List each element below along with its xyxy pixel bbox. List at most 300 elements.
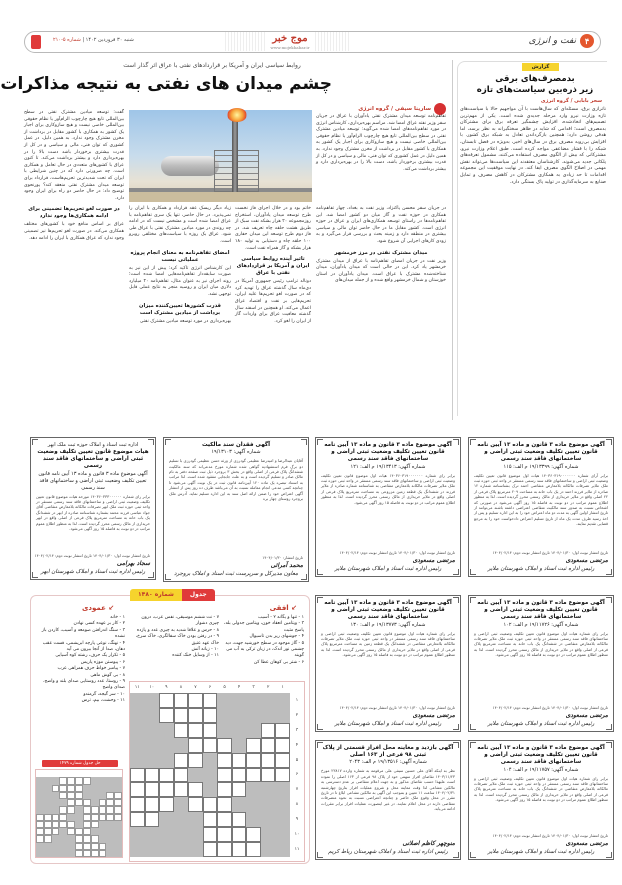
crossword-block — [159, 753, 174, 768]
crossword-cell[interactable] — [159, 768, 174, 783]
crossword-cell[interactable] — [261, 723, 276, 738]
legal-notice — [315, 437, 461, 577]
date-text: شنبه ۳۰ فروردین ۱۴۰۲ — [85, 37, 134, 43]
newspaper-stack-icon — [31, 35, 41, 49]
solution-cell — [52, 821, 60, 828]
solution-cell — [99, 814, 107, 821]
crossword-block — [130, 708, 145, 723]
crossword-block — [174, 842, 189, 857]
crossword-block — [275, 827, 290, 842]
crossword-block — [159, 812, 174, 827]
solution-block — [52, 777, 60, 784]
crossword-block — [159, 723, 174, 738]
solution-cell — [75, 777, 83, 784]
down-heading-text: عمودی — [82, 604, 106, 612]
crossword-cell[interactable] — [217, 753, 232, 768]
solution-block — [106, 821, 114, 828]
solution-cell — [52, 814, 60, 821]
crossword-block — [145, 842, 160, 857]
crossword-block — [188, 812, 203, 827]
crossword-cell[interactable] — [203, 812, 218, 827]
subhead-mou: امضای تفاهم‌نامه به معنای انجام پروژه عملیاتی نیست — [130, 249, 230, 263]
crossword-cell[interactable] — [159, 797, 174, 812]
across-heading-text: افقی — [269, 604, 289, 612]
column-divider — [452, 60, 453, 420]
crossword-block — [275, 693, 290, 708]
notice-dates: تاریخ انتشار نوبت اول: ۱۴۰۴/۰۱/۳۰ تاریخ انتشار نوبت دوم: ۱۴۰۴/۰۲/۱۴ — [339, 704, 455, 710]
section-title: نفت و انرژی — [528, 36, 576, 46]
solution-block — [59, 835, 67, 842]
crossword-cell[interactable] — [188, 693, 203, 708]
solution-cell — [36, 835, 44, 842]
crossword-cell[interactable] — [145, 812, 160, 827]
crossword-cell[interactable] — [217, 797, 232, 812]
crossword-cell[interactable] — [275, 768, 290, 783]
solution-cell — [75, 785, 83, 792]
crossword-cell[interactable] — [145, 782, 160, 797]
crossword-cell[interactable] — [188, 782, 203, 797]
solution-block — [44, 799, 52, 806]
crossword-block — [275, 842, 290, 857]
solution-block — [75, 821, 83, 828]
crossword-cell[interactable] — [203, 842, 218, 857]
crossword-cell[interactable] — [159, 782, 174, 797]
solution-block — [36, 843, 44, 850]
notice-body: برابر رای شماره هیات اول موضوع قانون تعیین تکلیف وضعیت ثبتی اراضی و ساختمانهای فاقد سند رسمی مستقر در واحد ثبتی حوزه ثبت ملک ملایر تصرفات مالکانه بلامعارض متقاضی در ششدانگ یک قطعه زمین به مساحت مترمربع پلاک فرعی از اصلی واقع در ملایر خریداری از مالک رسمی محرز گردیده است. لذا به منظور اطلاع عموم مراتب در دو نوبت به فاصله ۱۵ روز آگهی می‌شود. — [321, 630, 455, 658]
paragraph: تفاهم‌نامه توسعه میدان مشترک نفتی یادآوران با عراق در جریان سفر وزیر نفته عراق امضا شد. مراسم بهره‌برداری، کارشناس انرژی در مورد تفاهم‌نامه‌های امضا شده می‌گوید: توسعه میادین مشترک نفتی در سطح بین‌المللی تابع هیچ چارچوب الزام‌آور یا نظام حقوقی بین‌المللی خاصی نیست و هیچ سازوکاری برای اجبار یک کشور به همکاری با کشور مقابل در برداشت از مخزن مشترک وجود ندارد. به همین دلیل در عمل کشوری که توان فنی، مالی و سیاسی و در کل از قدرت بیشتری برخوردار باشد، دست بالا را در بهره‌برداری دارد و بیشتر برداشت می‌کند. — [316, 114, 446, 172]
row-number: ۱۰ — [294, 832, 300, 838]
across-heading — [270, 604, 297, 613]
solution-block — [99, 828, 107, 835]
solution-cell — [83, 843, 91, 850]
notice-signer: مرتضی مسعودی — [412, 557, 455, 564]
crossword-cell[interactable] — [174, 723, 189, 738]
across-clues-1 — [224, 615, 304, 679]
paragraph: گفت: توسعه میادین مشترک نفتی در سطح بین‌المللی تابع هیچ چارچوب الزام‌آور یا نظام حقوقی بین‌المللی خاصی نیست و هیچ سازوکاری برای اجبار یک کشور به همکاری با کشور مقابل در برداشت از مخزن مشترک وجود ندارد. به همین دلیل، در عمل کشوری که توان فنی، مالی و سیاسی و در کل از قدرت بیشتری برخوردار باشد دست بالا را در بهره‌برداری دارد و بیشتر برداشت می‌کند. تا کنون عراق با کشورهای متعددی در حال تعامل و همکاری است. چه ضرورتی دارد که در چنین شرایطی با ایران که تحت شدیدترین تحریم‌هاست، قرارداد برای توسعه میدان مشترک نفتی منعقد کند؟ پورنحوی توضیح داد: در حال حاضر دو راه برای ایران وجود دارد. — [24, 110, 124, 201]
article-column-2 — [316, 206, 446, 416]
crossword-block — [232, 708, 247, 723]
crossword-cell[interactable] — [232, 782, 247, 797]
paragraph: دونالد ترامپ رئیس جمهوری آمریکا در دی‌ماه سال گذشته عراق را تهدید کرد که در صورت لغو تحریم‌ها علیه ایران، تحریم‌هایی بر نفت و اقتصاد عراق اعمال می‌کند. او همچنین در اسفند سال گذشته معافیت عراق برای واردات گاز از ایران را لغو کرد. — [235, 279, 311, 324]
crossword-cell[interactable] — [188, 723, 203, 738]
solution-cell — [106, 792, 114, 799]
notice-body: برابر رای شماره ۱۴۰۳۶۰۳۱۹۰۰۰۰۰۰۰ هیات اول موضوع قانون تعیین تکلیف وضعیت ثبتی اراضی و ساختمانهای فاقد سند رسمی مستقر در واحد ثبتی حوزه ثبت ملک ملایر تصرفات مالکانه بلامعارض متقاضی به شناسنامه شماره صادره از ملایر فرزند در ششدانگ یک قطعه زمین مزروعی به مساحت مترمربع پلاک فرعی از اصلی واقع در ملایر خریداری از مالک رسمی محرز گردیده است. لذا به منظور اطلاع عموم مراتب در دو نوبت به فاصله ۱۵ روز آگهی می‌شود. — [321, 472, 456, 505]
crossword-cell[interactable] — [232, 812, 247, 827]
crossword-block — [145, 827, 160, 842]
column-number: ۶ — [208, 685, 212, 690]
crossword-cell[interactable] — [145, 768, 160, 783]
solution-cell — [114, 799, 122, 806]
crossword-block — [130, 842, 145, 857]
crossword-cell[interactable] — [130, 768, 145, 783]
notice-title: آگهی موضوع ماده ۳ قانون و ماده ۱۳ آیین نامه قانون تعیین تکلیف وضعیت ثبتی اراضی و ساختمانهای فاقد سند رسمی — [324, 442, 452, 463]
legal-notice — [315, 595, 461, 732]
column-number: ۴ — [237, 685, 241, 690]
solution-cell — [83, 806, 91, 813]
crossword-block — [130, 827, 145, 842]
solution-block — [36, 850, 44, 857]
crossword-cell[interactable] — [246, 738, 261, 753]
crossword-block — [130, 738, 145, 753]
solution-cell — [106, 770, 114, 777]
newspaper-logo[interactable] — [265, 32, 315, 51]
solution-cell — [91, 814, 99, 821]
notice-office: رئیس اداره ثبت اسناد و املاک شهرستان رباط کریم — [328, 849, 448, 855]
notice-office-header: اداره ثبت اسناد و املاک حوزه ثبت ملک ابهر — [47, 442, 139, 448]
notice-office: رئیس اداره ثبت اسناد و املاک شهرستان ملایر — [487, 849, 595, 855]
crossword-block — [203, 768, 218, 783]
crossword-label: جدول — [182, 589, 215, 601]
solution-block — [91, 828, 99, 835]
solution-block — [75, 806, 83, 813]
notice-number: شماره آگهی: ۱۹/۱۳۳۹۹ م الف: ۱۱۵ — [503, 463, 579, 470]
row-number: ۸ — [295, 802, 299, 808]
solution-cell — [59, 785, 67, 792]
solution-block — [106, 777, 114, 784]
solution-cell — [44, 821, 52, 828]
oil-refinery-photo — [129, 110, 312, 202]
headline-kicker: روابط سیاسی ایران و آمریکا بر قراردادهای نفتی با عراق اثر گذار است — [123, 62, 301, 69]
solution-block — [44, 806, 52, 813]
solution-cell — [67, 828, 75, 835]
solution-cell — [59, 821, 67, 828]
crossword-cell[interactable] — [232, 842, 247, 857]
notice-title: آگهی بازدید و معاینه محل افراز قسمتی از پلاک ثبتی ۹۸ فرعی از ۱۶۳ اصلی — [322, 745, 454, 759]
paragraph: عراق بر اساس منافع خود با کشورهای مختلف همکاری می‌کند. در صورت لغو تحریم‌ها نیز تضمینی وجود ندارد که عراق همکاری با ایران را ادامه دهد. — [24, 222, 124, 241]
notice-title: آگهی فقدان سند مالکیت — [201, 442, 271, 448]
solution-cell — [59, 792, 67, 799]
solution-block — [83, 792, 91, 799]
row-number: ۵ — [295, 757, 299, 763]
crossword-block — [275, 782, 290, 797]
subhead-khorramshahr: میدان مشترک نفتی در مرز خرمشهر — [334, 249, 428, 256]
crossword-cell[interactable] — [217, 812, 232, 827]
byline-text: سارینا سیفی / گروه انرژی — [358, 106, 431, 112]
solution-block — [67, 814, 75, 821]
solution-block — [52, 792, 60, 799]
solution-block — [59, 828, 67, 835]
crossword-cell[interactable] — [261, 768, 276, 783]
crossword-cell[interactable] — [217, 842, 232, 857]
row-number: ۶ — [295, 772, 299, 778]
clue: ۱۰ - سر گیجه، گرمندو — [83, 691, 125, 697]
article-column-5 — [24, 110, 124, 416]
column-number: ۱۱ — [134, 685, 140, 690]
solution-cell — [91, 770, 99, 777]
crossword-block — [145, 693, 160, 708]
crossword-cell[interactable] — [203, 797, 218, 812]
solution-block — [114, 850, 122, 857]
logo-url: www.mojekhabar.ir — [270, 45, 310, 50]
crossword-cell[interactable] — [145, 797, 160, 812]
solution-cell — [106, 814, 114, 821]
column-number: ۲ — [266, 685, 270, 690]
crossword-cell[interactable] — [203, 693, 218, 708]
solution-block — [106, 828, 114, 835]
solution-block — [67, 850, 75, 857]
notice-office: معاون مدیرکل و سرپرست ثبت اسناد و املاک بروجرد — [173, 571, 299, 577]
crossword-cell[interactable] — [203, 827, 218, 842]
crossword-tab — [130, 589, 215, 601]
notice-number: آگهی موضوع ماده ۳ قانون و ماده ۱۳ آیین نامه قانون تعیین تکلیف وضعیت ثبتی اراضی و ساختمانهای فاقد سند رسمی — [38, 470, 148, 491]
notice-title: آگهی موضوع ماده ۳ قانون و ماده ۱۳ آیین نامه قانون تعیین تکلیف وضعیت ثبتی اراضی و ساختمانهای فاقد سند رسمی — [477, 600, 605, 621]
crossword-cell[interactable] — [174, 753, 189, 768]
solution-cell — [91, 806, 99, 813]
paragraph: این کارشناس انرژی تاکید کرد: پیش از این نیز به صورت سابقه‌دار تفاهم‌نامه‌هایی امضا شده است؛ روند اجرای نیز به عنوان مثال، تفاهم‌نامه ۲۰ میلیارد دلاری میان ایران و روسیه منجر به نتایج عملی قابل توجهی نشد. — [129, 265, 231, 297]
row-number: ۱۱ — [294, 847, 300, 853]
notice-office: رئیس اداره ثبت اسناد و املاک شهرستان ملایر — [334, 566, 442, 572]
notice-dates: تاریخ انتشار نوبت اول: ۱۴۰۴/۰۱/۳۰ تاریخ انتشار نوبت دوم: ۱۴۰۴/۰۲/۱۴ — [492, 704, 608, 710]
notice-dates: تاریخ انتشار نوبت اول: ۱۴۰۴/۰۱/۳۰ تاریخ انتشار نوبت دوم: ۱۴۰۴/۰۲/۱۴ — [492, 549, 608, 555]
crossword-block — [145, 708, 160, 723]
solution-block — [44, 792, 52, 799]
solution-block — [44, 850, 52, 857]
issue-date: شنبه ۳۰ فروردین ۱۴۰۲ | شماره ۵-۲۱۰ — [53, 37, 134, 43]
solution-cell — [44, 770, 52, 777]
crossword-cell[interactable] — [232, 768, 247, 783]
solution-cell — [91, 821, 99, 828]
crossword-cell[interactable] — [188, 738, 203, 753]
crossword-cell[interactable] — [174, 768, 189, 783]
sidebar-title[interactable] — [460, 74, 610, 96]
crossword-block — [246, 723, 261, 738]
clue: ۵ - تکرار یک حرف، رشته کوه آسیایی — [55, 653, 125, 659]
legal-notice — [30, 437, 156, 580]
solution-block — [106, 835, 114, 842]
crossword-block — [188, 827, 203, 842]
paragraph: وزیر نفت در جریان امضای تفاهم‌نامه با عراق از میدان مشترک خرمشهر یاد کرد. این در حالی است که میدان یادآوران، میدان شناخته‌شده مشترک با عراق است. میدان یادآوران در استان خوزستان و شمال خرمشهر واقع شده و از جمله میدان‌های — [316, 258, 446, 284]
clue: ۵ - گاز موجود در سطح خورشید جهت، دید چشمی نور اندک، در زبان ترکی به آب می گویند — [225, 640, 304, 659]
crossword-block — [130, 753, 145, 768]
solution-block — [59, 850, 67, 857]
crossword-block — [246, 812, 261, 827]
subhead-us-iran: تاثیر آینده روابط سیاسی ایران و آمریکا بر قراردادهای نفتی با عراق — [236, 256, 310, 277]
notice-signer: مرتضی مسعودی — [412, 712, 455, 719]
crossword-block — [232, 693, 247, 708]
solution-cell — [99, 843, 107, 850]
solution-cell — [75, 792, 83, 799]
solution-cell — [75, 835, 83, 842]
crossword-cell[interactable] — [203, 708, 218, 723]
solution-block — [114, 785, 122, 792]
solution-cell — [75, 828, 83, 835]
solution-cell — [67, 770, 75, 777]
crossword-block — [261, 797, 276, 812]
crossword-block — [261, 842, 276, 857]
clue: ۶ - پیوستن موزه پاریس — [80, 659, 125, 665]
notice-signer: محمد آمرائی — [270, 562, 303, 569]
column-number: ۵ — [223, 685, 226, 690]
crossword-cell[interactable] — [232, 753, 247, 768]
solution-cell — [59, 777, 67, 784]
crossword-cell[interactable] — [261, 738, 276, 753]
solution-block — [52, 835, 60, 842]
crossword-cell[interactable] — [217, 827, 232, 842]
notice-title: هیات موضوع قانون تعیین تکلیف وضعیت ثبتی اراضی و ساختمانهای فاقد سند رسمی — [37, 449, 149, 470]
solution-cell — [75, 843, 83, 850]
row-number: ۴ — [295, 742, 299, 748]
crossword-block — [232, 723, 247, 738]
solution-cell — [36, 828, 44, 835]
clue: ۸ - حرس و علاقا شدید به چیزی عدد و پازده — [136, 627, 219, 633]
crossword-cell[interactable] — [188, 797, 203, 812]
crossword-block — [217, 708, 232, 723]
article-column-1 — [316, 114, 446, 202]
crossword-cell[interactable] — [217, 782, 232, 797]
section-label — [529, 34, 594, 48]
notice-number: شماره آگهی: ۱۹/۱۱۷۵۷ م الف: ۱۰۴ — [503, 766, 579, 773]
legal-notice — [468, 437, 614, 577]
crossword-cell[interactable] — [174, 782, 189, 797]
notice-office: رئیس اداره ثبت اسناد و املاک شهرستان ملایر — [487, 566, 595, 572]
legal-notice — [315, 740, 461, 860]
solution-cell — [91, 835, 99, 842]
corner-arrow-icon: ↙ — [108, 604, 115, 612]
paragraph: بهره‌برداری در مورد توسعه میادین مشترک نفتی — [139, 318, 231, 324]
crossword-block — [188, 842, 203, 857]
crossword-cell[interactable] — [275, 723, 290, 738]
crossword-cell[interactable] — [188, 708, 203, 723]
notice-number: شماره آگهی: ۱۹/۱۱۷۲۶ م الف: ۱۰۲ — [503, 621, 579, 628]
clue: ۱ - تنها و یگانه ۲ - آسیب — [258, 615, 304, 620]
crossword-block — [130, 723, 145, 738]
notice-number: شماره آگهی: ۱۹/۱۳۵۱۶ م الف: ۲۰۴۳ — [349, 759, 427, 766]
sidebar-byline: سحر بابایی / گروه انرژی — [540, 98, 602, 104]
legal-notice — [163, 437, 309, 582]
row-numbers — [290, 693, 304, 857]
crossword-block — [174, 812, 189, 827]
crossword-cell[interactable] — [130, 812, 145, 827]
notice-number: شماره آگهی: ۱۹/۱۳۱۰۳ — [211, 449, 261, 456]
down-heading — [82, 604, 114, 613]
notice-body: برابر آرای شماره ۱۴۰۳۶۰۳۱۹۰۰۰۰۰۰۰ هیات اول موضوع قانون تعیین تکلیف وضعیت ثبتی اراضی و ساختمانهای فاقد سند رسمی مستقر در واحد ثبتی حوزه ثبت ملک ملایر تصرفات مالکانه بلامعارض متقاضی احمد ترک بشناسنامه شماره ۱۲ صادره از ملایر فرزند احمد در یک باب خانه به مساحت ۲۰۹ مترمربع پلاک فرعی از ۲۲ اصلی واقع در ملایر خریداری از مالک رسمی محرز گردیده است. لذا به منظور اطلاع عموم مراتب در دو نوبت به فاصله ۱۵ روز آگهی می‌شود در صورتی که اشخاص نسبت به صدور سند مالکیت متقاضی اعتراضی داشته باشند می‌توانند از تاریخ انتشار اولین آگهی به مدت دو ماه اعتراض خود را به این اداره تسلیم و پس از اخذ رسید ظرف مدت یک ماه از تاریخ تسلیم اعتراض دادخواست خود را به مرجع قضایی تقدیم نمایند. — [474, 472, 609, 527]
solution-block — [114, 828, 122, 835]
solution-cell — [83, 828, 91, 835]
solution-block — [83, 785, 91, 792]
across-clues-2 — [131, 615, 219, 679]
crossword-cell[interactable] — [275, 753, 290, 768]
paragraph: در جریان سفر محسن پاکنژاد، وزیر نفت به بغداد، چهار تفاهم‌نامه همکاری در حوزه نفت و گاز میان دو کشور امضا شد. این تفاهم‌نامه‌ها در راستای توسعه همکاری‌های ایران و عراق در حوزه انرژی است. کشور مقابل ما در حال حاضر توان مالی و سیاسی بیشتری در منطقه دارد و زمینه بحث و بررسی قرار می‌گیرد و به زودی کارهای اجرایی آن شروع شود. — [316, 206, 446, 244]
clue: ۱۰ - زبانه آتش — [191, 647, 219, 653]
solution-cell — [106, 799, 114, 806]
solution-block — [99, 785, 107, 792]
notice-title: آگهی موضوع ماده ۳ قانون و ماده ۱۳ آیین نامه قانون تعیین تکلیف وضعیت ثبتی اراضی و ساختمانهای فاقد سند رسمی — [324, 600, 452, 621]
solution-cell — [75, 850, 83, 857]
solution-block — [106, 850, 114, 857]
down-clues — [35, 615, 125, 757]
row-number: ۲ — [295, 712, 299, 718]
crossword-cell[interactable] — [174, 708, 189, 723]
crossword-cell[interactable] — [130, 782, 145, 797]
solution-block — [52, 806, 60, 813]
crossword-block — [261, 827, 276, 842]
solution-block — [91, 792, 99, 799]
solution-cell — [67, 821, 75, 828]
clue: ۹ - روستا، عدد روستایی صدای بلند و واضح، صدای واضح — [43, 679, 125, 691]
solution-cell — [67, 806, 75, 813]
crossword-cell[interactable] — [203, 723, 218, 738]
crossword-issue: شماره ۱۴۸۰ — [130, 589, 182, 601]
column-number: ۱ — [281, 685, 284, 690]
crossword-cell[interactable] — [188, 753, 203, 768]
main-headline[interactable]: چشم میدان های نفتی به نتیجه مذاکرات — [0, 74, 332, 94]
clue: ۳ - ویتامین انعقاد خون، ویتامین جدولی بله، پاسخ مثبت — [224, 621, 304, 633]
crossword-cell[interactable] — [246, 827, 261, 842]
logo-text: موج خبر — [272, 33, 308, 44]
crossword-cell[interactable] — [232, 827, 247, 842]
column-number: ۳ — [252, 685, 255, 690]
crossword-cell[interactable] — [159, 693, 174, 708]
column-number: ۱۰ — [149, 685, 155, 690]
crossword-block — [217, 693, 232, 708]
crossword-block — [159, 738, 174, 753]
crossword-block — [275, 812, 290, 827]
crossword-cell[interactable] — [246, 768, 261, 783]
crossword-cell[interactable] — [246, 753, 261, 768]
notice-dates: تاریخ انتشار: ۱۴۰۴/۰۱/۳۰ — [262, 554, 303, 560]
crossword-cell[interactable] — [130, 797, 145, 812]
row-number: ۳ — [295, 727, 299, 733]
solution-cell — [114, 770, 122, 777]
notice-signer: مرتضی مسعودی — [565, 557, 608, 564]
crossword-cell[interactable] — [246, 842, 261, 857]
solution-cell — [99, 806, 107, 813]
solution-block — [36, 777, 44, 784]
legal-notice — [468, 740, 614, 860]
crossword-cell[interactable] — [217, 768, 232, 783]
crossword-cell[interactable] — [217, 738, 232, 753]
solution-cell — [114, 814, 122, 821]
sidebar-title-line: بدمصرف‌های برقی — [495, 74, 575, 84]
paragraph: خاتم بود و در خلال اجرای فاز نخست طرح توسعه میدان یادآوران، استخراج روزمجموعه ۲۰ هزار بشکه نفت سبک از طریق هشت حلقه چاه تعریف شد. در فاز دوم طرح توسعه این میدان حفاری ۱۰۰ حلقه چاه و دستیابی به تولید ۱۸۰ هزار بشکه و گاز همراه نفت است. — [235, 206, 311, 251]
clue: ۴ - جوشهای ریز بدن تاسیوال — [249, 634, 304, 640]
crossword-block — [261, 782, 276, 797]
notice-body: نظر به اینکه آقای علی حسین سیفی علی مرقومه به شماره وارده ۲۳۸۱۷ مورخ ۱۴۰۳/۱۱/۲۳ تقاضای افراز سهمی خود از پلاک ۹۸ فرعی از ۱۶۳ اصلی را نموده است علیهذا حسب تقاضای مذکور و به جهت اعلام متقاضی بر عدم دسترسی به مالکین مشاعی لذا وقت معاینه محل و شروع عملیات افراز بتاریخ چهارشنبه ۱۴۰۴/۰۲/۳۱ ساعت ۱۱ تعیین و بموجب این آگهی به مالکین مشاعی ابلاغ تا در تاریخ مقرر در محل وقوع ملک حاضر و چنانچه اعتراضی نسبت به نحوه متصرفات متقاضی دارند در محل اعلام نمایند. در غیر اینصورت عملیات افراز برابر مقررات ادامه می‌یابد. — [321, 768, 456, 812]
notice-number: شماره آگهی: ۱۹/۱۳۴۱۳ م الف: ۱۲۱ — [350, 463, 426, 470]
crossword-cell[interactable] — [275, 738, 290, 753]
solution-cell — [99, 770, 107, 777]
solution-cell — [91, 843, 99, 850]
clue: ۹ - در رفتن بودن خاک سفالگری، خاک سرخ، خاک عهد عتیق — [135, 634, 219, 646]
crossword-cell[interactable] — [159, 708, 174, 723]
notice-signer: مرتضی مسعودی — [565, 712, 608, 719]
clue: ۱۱ - از وسایل خنک کننده — [172, 653, 219, 659]
crossword-block — [275, 708, 290, 723]
subhead-sanctions: در صورت لغو تحریم‌ها تضمینی برای ادامه همکاری‌ها وجود ندارد — [28, 206, 120, 220]
issue-number: شماره ۵-۲۱۰ — [53, 37, 81, 43]
notice-body: برابر رای شماره هیات اول موضوع قانون تعیین تکلیف وضعیت ثبتی اراضی و ساختمانهای فاقد سند رسمی مستقر در واحد ثبتی حوزه ثبت ملک ملایر تصرفات مالکانه بلامعارض متقاضی در ششدانگ یک باب خانه به مساحت مترمربع پلاک فرعی از اصلی واقع در ملایر خریداری از مالک رسمی محرز گردیده است. لذا به منظور اطلاع عموم مراتب در دو نوبت به فاصله ۱۵ روز آگهی می‌شود. — [474, 630, 608, 658]
clue: ۷ - نت ششم موسیقی، نفس عرب، درون چیزی دشوار — [141, 615, 219, 627]
solution-block — [99, 792, 107, 799]
notice-signer: منوچهر کاظم اصلانی — [402, 840, 455, 847]
paragraph: زیاد دیگر ریسک عقد قرارداد و همکاری با ایران را نمی‌پذیرد. در حال حاضر، تنها یک سری تفاهم‌نامه با عراق امضا شده است و مشخص نیست که در ادامه چه روندی در مورد میادین مشترک نفتی با عراق طی شود. عراق یک روزه با سیاست‌های مختلفی روبرو است. — [129, 206, 231, 244]
crossword-block — [246, 693, 261, 708]
solution-cell — [83, 799, 91, 806]
solution-block — [91, 799, 99, 806]
crossword-cell[interactable] — [174, 693, 189, 708]
crossword-cell[interactable] — [203, 738, 218, 753]
crossword-cell[interactable] — [261, 753, 276, 768]
solution-cell — [83, 770, 91, 777]
solution-block — [36, 799, 44, 806]
article-column-3 — [235, 206, 311, 416]
solution-block — [44, 843, 52, 850]
crossword-block — [145, 753, 160, 768]
column-number: ۷ — [194, 685, 197, 690]
clue: ۱۱ - وحشت، بیم، ترس — [81, 698, 125, 704]
notice-body: آقایان عبدالرضا و امیدرضا عظیمی گودرزی از ورثه حسن عظیمی گودرزی با تسلیم دو برگ فرم استشهادیه گواهی شده شماره مورخ مدعی‌اند که سند مالکیت ششدانگ پلاک فرعی از اصلی واقع در بخش ۳ بروجرد ذیل ثبت صفحه دفتر به نام مالک صادر و تسلیم گردیده است و به علت جابجایی مفقود شده است. لذا مراتب به استناد تبصره یک ماده ۱۲۰ آیین‌نامه قانون ثبت در یک نوبت آگهی می‌شود تا چنانچه کسی مدعی انجام معامله نسبت به آن می‌باشد ظرف ده روز پس از انتشار آگهی اعتراض خود را ضمن ارائه اصل سند به این اداره تسلیم نماید. آدرس ملک بروجرد روستای چهار بره — [169, 458, 303, 502]
solution-cell — [99, 850, 107, 857]
